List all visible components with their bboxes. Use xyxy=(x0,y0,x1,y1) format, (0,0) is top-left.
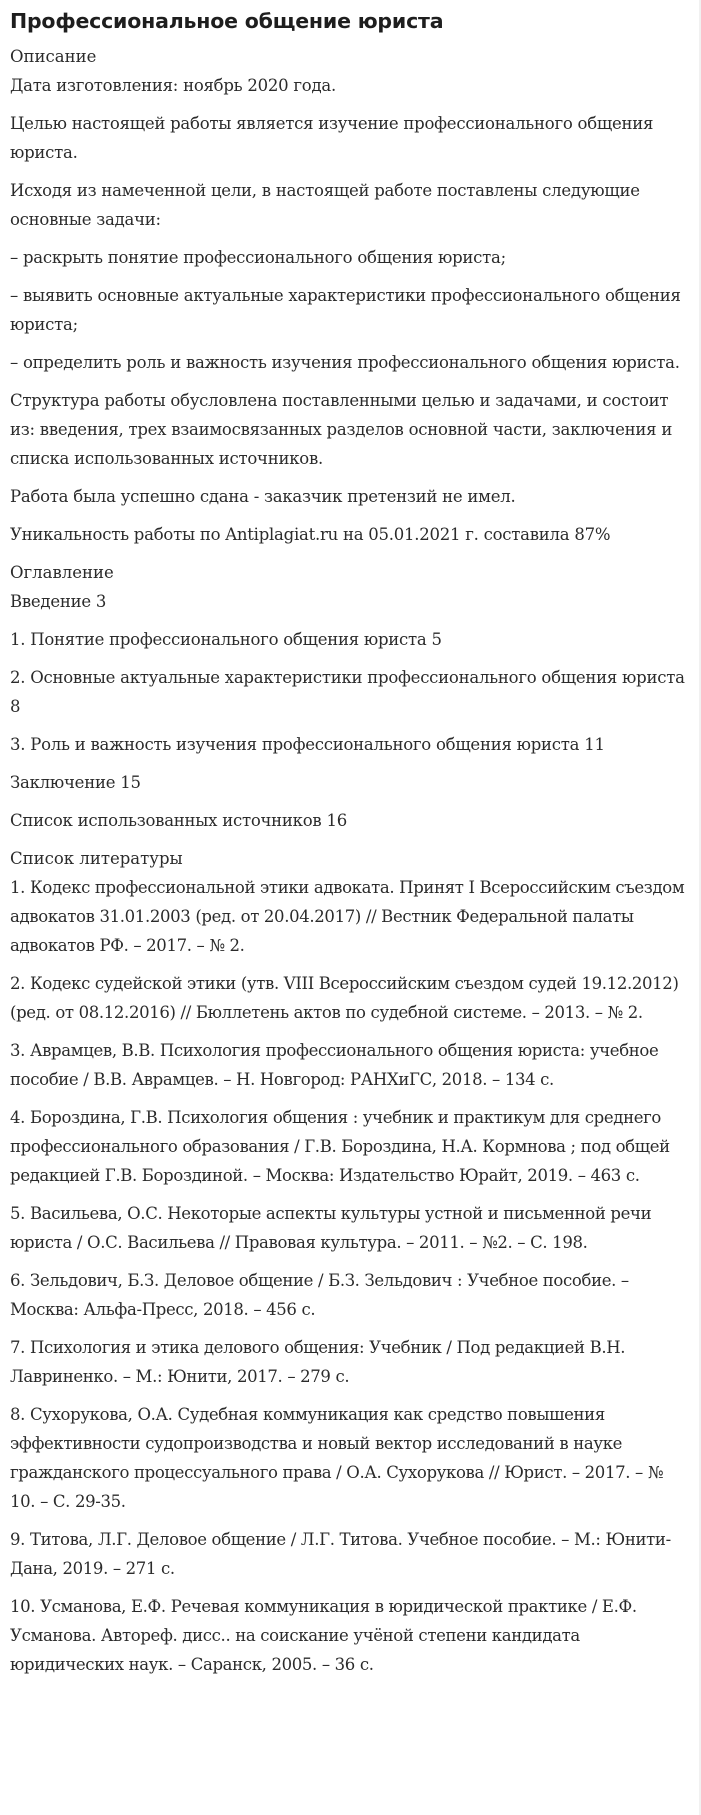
description-section xyxy=(10,42,689,549)
reference-item: 5. Васильева, О.С. Некоторые аспекты культуры устной и письменной речи юриста / О.С. Васильева // Правовая культура. – 2011. – №2. – С. 198. xyxy=(10,1204,652,1252)
reference-item: 9. Титова, Л.Г. Деловое общение / Л.Г. Титова. Учебное пособие. – М.: Юнити-Дана, 2019. – 271 с. xyxy=(10,1530,671,1578)
task-item: – выявить основные актуальные характеристики профессионального общения юриста; xyxy=(10,286,681,334)
toc-item: 3. Роль и важность изучения профессионального общения юриста 11 xyxy=(10,735,605,754)
description-paragraph: Работа была успешно сдана - заказчик претензий не имел. xyxy=(10,487,516,506)
reference-item: 4. Бороздина, Г.В. Психология общения : учебник и практикум для среднего профессионального образования / Г.В. Бороздина, Н.А. Кормнова ; под общей редакцией Г.В. Бороздиной. – Москва: Издательство Юрайт, 2019. – 463 с. xyxy=(10,1108,670,1185)
description-paragraph: Исходя из намеченной цели, в настоящей работе поставлены следующие основные задачи: xyxy=(10,181,640,229)
description-paragraph: Структура работы обусловлена поставленными целью и задачами, и состоит из: введения, трех взаимосвязанных разделов основной части, заключения и списка использованных источников. xyxy=(10,391,673,468)
toc-item: 2. Основные актуальные характеристики профессионального общения юриста 8 xyxy=(10,668,685,716)
task-item: – определить роль и важность изучения профессионального общения юриста. xyxy=(10,353,680,372)
references-label: Список литературы xyxy=(10,849,183,868)
toc-item: Список использованных источников 16 xyxy=(10,811,347,830)
uniqueness-note: Уникальность работы по Antiplagiat.ru на 05.01.2021 г. составила 87% xyxy=(10,525,611,544)
toc-item: Введение 3 xyxy=(10,592,107,611)
reference-item: 1. Кодекс профессиональной этики адвоката. Принят I Всероссийским съездом адвокатов 31.01.2003 (ред. от 20.04.2017) // Вестник Федеральной палаты адвокатов РФ. – 2017. – № 2. xyxy=(10,878,685,955)
task-item: – раскрыть понятие профессионального общения юриста; xyxy=(10,248,506,267)
toc-item: 1. Понятие профессионального общения юриста 5 xyxy=(10,630,442,649)
reference-item: 3. Аврамцев, В.В. Психология профессионального общения юриста: учебное пособие / В.В. Аврамцев. – Н. Новгород: РАНХиГС, 2018. – 134 с. xyxy=(10,1041,659,1089)
reference-item: 2. Кодекс судейской этики (утв. VIII Всероссийским съездом судей 19.12.2012) (ред. от 08.12.2016) // Бюллетень актов по судебной системе. – 2013. – № 2. xyxy=(10,974,679,1022)
references-section xyxy=(10,844,689,1679)
reference-item: 10. Усманова, Е.Ф. Речевая коммуникация в юридической практике / Е.Ф. Усманова. Автореф. дисс.. на соискание учёной степени кандидата юридических наук. – Саранск, 2005. – 36 с. xyxy=(10,1597,637,1674)
description-label: Описание xyxy=(10,47,97,66)
production-date: Дата изготовления: ноябрь 2020 года. xyxy=(10,76,336,95)
reference-item: 6. Зельдович, Б.З. Деловое общение / Б.З. Зельдович : Учебное пособие. – Москва: Альфа-Пресс, 2018. – 456 с. xyxy=(10,1271,629,1319)
reference-item: 8. Сухорукова, О.А. Судебная коммуникация как средство повышения эффективности судопроизводства и новый вектор исследований в науке гражданского процессуального права / О.А. Сухорукова // Юрист. – 2017. – № 10. – С. 29-35. xyxy=(10,1405,664,1511)
reference-item: 7. Психология и этика делового общения: Учебник / Под редакцией В.Н. Лавриненко. – М.: Юнити, 2017. – 279 с. xyxy=(10,1338,626,1386)
description-paragraph: Целью настоящей работы является изучение профессионального общения юриста. xyxy=(10,114,654,162)
page-title: Профессиональное общение юриста xyxy=(10,9,444,33)
toc-label: Оглавление xyxy=(10,563,114,582)
toc-section xyxy=(10,558,689,835)
toc-item: Заключение 15 xyxy=(10,773,141,792)
